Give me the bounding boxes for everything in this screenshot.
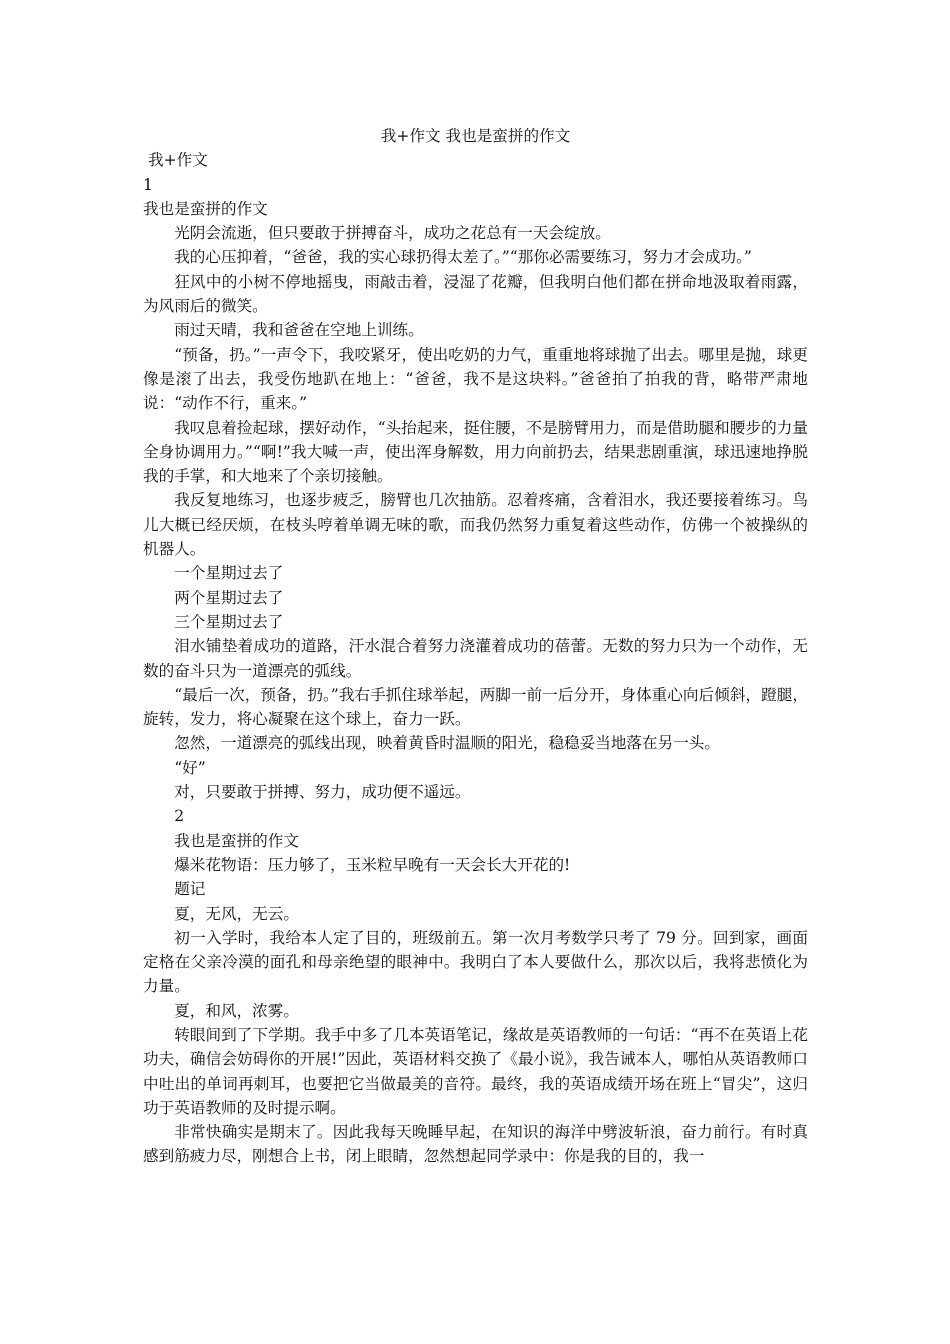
paragraph: 忽然，一道漂亮的弧线出现，映着黄昏时温顺的阳光，稳稳妥当地落在另一头。 bbox=[174, 734, 720, 753]
paragraph: 光阴会流逝，但只要敢于拼搏奋斗，成功之花总有一天会绽放。 bbox=[174, 224, 611, 243]
paragraph: 爆米花物语：压力够了，玉米粒早晚有一天会长大开花的! bbox=[174, 855, 571, 874]
document-title: 我+作文 我也是蛮拼的作文 bbox=[380, 127, 571, 145]
paragraph: 一个星期过去了 bbox=[174, 564, 284, 583]
document-body bbox=[143, 124, 808, 1169]
paragraph: 泪水铺垫着成功的道路，汗水混合着努力浇灌着成功的蓓蕾。无数的努力只为一个动作，无数的奋斗只为一道漂亮的弧线。 bbox=[143, 637, 808, 680]
paragraph: 我反复地练习，也逐步疲乏，膀臂也几次抽筋。忍着疼痛，含着泪水，我还要接着练习。鸟儿大概已经厌烦，在枝头哼着单调无味的歌，而我仍然努力重复着这些动作，仿佛一个被操纵的机器人。 bbox=[143, 491, 808, 559]
paragraph: “最后一次，预备，扔。”我右手抓住球举起，两脚一前一后分开，身体重心向后倾斜，蹬腿，旋转，发力，将心凝聚在这个球上，奋力一跃。 bbox=[143, 685, 808, 729]
paragraph: 狂风中的小树不停地摇曳，雨敲击着，浸湿了花瓣，但我明白他们都在拼命地汲取着雨露，为风雨后的微笑。 bbox=[143, 272, 808, 316]
paragraph: 三个星期过去了 bbox=[174, 612, 284, 631]
section-number: 1 bbox=[143, 175, 153, 194]
paragraph: 夏，和风，浓雾。 bbox=[174, 1001, 299, 1020]
paragraph: 我叹息着捡起球，摆好动作，“头抬起来，挺住腰，不是膀臂用力，而是借助腿和腰步的力量全身协调用力。”“啊!”我大喊一声，使出浑身解数，用力向前扔去，结果悲剧重演，球迅速地挣脱我的手掌，和大地来了个亲切接触。 bbox=[143, 418, 808, 486]
paragraph: 非常快确实是期末了。因此我每天晚睡早起，在知识的海洋中劈波斩浪，奋力前行。有时真感到筋疲力尽，刚想合上书，闭上眼睛，忽然想起同学录中：你是我的目的，我一 bbox=[143, 1123, 808, 1166]
section-number: 2 bbox=[174, 807, 185, 826]
section-title: 我也是蛮拼的作文 bbox=[174, 831, 299, 850]
section-title: 我也是蛮拼的作文 bbox=[143, 199, 268, 218]
paragraph: 转眼间到了下学期。我手中多了几本英语笔记，缘故是英语教师的一句话：“再不在英语上花功夫，确信会妨碍你的开展!”因此，英语材料交换了《最小说》，我告诫本人，哪怕从英语教师口中吐出的单词再刺耳，也要把它当做最美的音符。最终，我的英语成绩开场在班上“冒尖”，这归功于英语教师的及时提示啊。 bbox=[143, 1025, 808, 1117]
paragraph: 雨过天晴，我和爸爸在空地上训练。 bbox=[174, 321, 424, 340]
paragraph: “好” bbox=[174, 758, 206, 777]
paragraph: 我的心压抑着，“爸爸，我的实心球扔得太差了。”“那你必需要练习，努力才会成功。” bbox=[174, 248, 752, 267]
document-header: 我+作文 bbox=[148, 151, 208, 170]
paragraph: 两个星期过去了 bbox=[174, 588, 284, 607]
paragraph: 初一入学时，我给本人定了目的，班级前五。第一次月考数学只考了 79 分。回到家，画面定格在父亲冷漠的面孔和母亲绝望的眼神中。我明白了本人要做什么，那次以后，我将悲愤化为力量。 bbox=[143, 928, 808, 996]
paragraph: “预备，扔。”一声令下，我咬紧牙，使出吃奶的力气，重重地将球抛了出去。哪里是抛，球更像是滚了出去，我受伤地趴在地上：“爸爸，我不是这块料。”爸爸拍了拍我的背，略带严肃地说：“动作不行，重来。” bbox=[143, 345, 808, 413]
paragraph: 对，只要敢于拼搏、努力，成功便不遥远。 bbox=[174, 783, 471, 802]
paragraph: 夏，无风，无云。 bbox=[174, 904, 299, 923]
paragraph: 题记 bbox=[174, 880, 206, 899]
